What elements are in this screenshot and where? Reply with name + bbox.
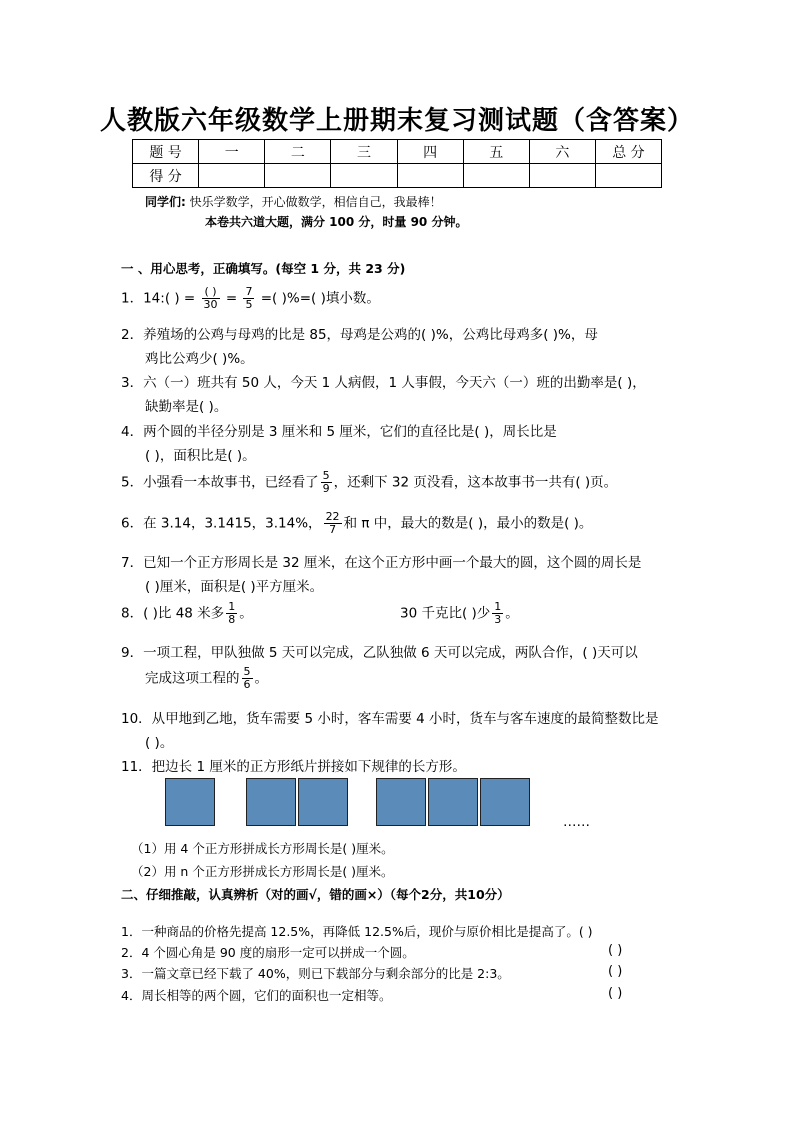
question-7-line-2: ( )厘米，面积是( )平方厘米。 xyxy=(145,579,324,595)
square-1 xyxy=(165,778,215,826)
question-3-line-1: 3．六（一）班共有 50 人，今天 1 人病假，1 人事假，今天六（一）班的出勤率是( )， xyxy=(121,375,646,391)
q8-text-b: 30 千克比( )少 xyxy=(400,605,491,622)
ellipsis: …… xyxy=(563,814,590,830)
score-input-cell[interactable] xyxy=(331,164,397,188)
score-input-cell[interactable] xyxy=(529,164,595,188)
q1-fraction-1 xyxy=(202,286,220,311)
frac-num: ( ) xyxy=(202,286,220,299)
judge-item-3: 3．一篇文章已经下载了 40%，则已下载部分与剩余部分的比是 2:3。 xyxy=(121,966,510,981)
score-table-score-row xyxy=(133,164,662,188)
greeting xyxy=(145,193,442,210)
section-2-heading: 二、仔细推敲，认真辨析（对的画√，错的画×）（每个2分，共10分） xyxy=(121,887,510,902)
frac-den: 8 xyxy=(228,613,236,626)
score-table xyxy=(132,139,662,188)
q9-text-b: 。 xyxy=(254,670,268,687)
score-cell: 一 xyxy=(199,140,265,164)
question-2-line-1: 2．养殖场的公鸡与母鸡的比是 85，母鸡是公鸡的( )%，公鸡比母鸡多( )%，母 xyxy=(121,327,598,343)
page-title: 人教版六年级数学上册期末复习测试题（含答案） xyxy=(99,106,694,136)
score-cell: 三 xyxy=(331,140,397,164)
exam-note: 本卷共六道大题，满分 100 分，时量 90 分钟。 xyxy=(205,215,468,229)
frac-den: 5 xyxy=(245,298,253,311)
score-input-cell[interactable] xyxy=(265,164,331,188)
score-cell: 五 xyxy=(463,140,529,164)
question-11-2: （2）用 n 个正方形拼成长方形周长是( )厘米。 xyxy=(131,864,394,879)
frac-den: 7 xyxy=(329,523,337,536)
answer-parens[interactable]: ( ) xyxy=(608,943,623,958)
score-cell: 总 分 xyxy=(595,140,661,164)
frac-num: 1 xyxy=(228,600,236,613)
question-7-line-1: 7．已知一个正方形周长是 32 厘米，在这个正方形中画一个最大的圆，这个圆的周长是 xyxy=(121,555,642,571)
score-input-cell[interactable] xyxy=(397,164,463,188)
frac-num: 5 xyxy=(243,665,251,678)
question-10-line-2: ( )。 xyxy=(145,735,174,751)
frac-num: 1 xyxy=(494,600,502,613)
q8-fraction-1 xyxy=(226,601,237,626)
q1-eq: = xyxy=(225,290,238,307)
question-8 xyxy=(121,601,253,626)
question-11-1: （1）用 4 个正方形拼成长方形周长是( )厘米。 xyxy=(131,841,394,856)
question-3-line-2: 缺勤率是( )。 xyxy=(145,399,228,415)
question-2-line-2: 鸡比公鸡少( )%。 xyxy=(145,351,254,367)
greeting-label: 同学们: xyxy=(145,195,186,209)
question-9-line-2 xyxy=(145,666,268,691)
answer-parens[interactable]: ( ) xyxy=(608,964,623,979)
score-cell: 题 号 xyxy=(133,140,199,164)
score-input-cell[interactable] xyxy=(463,164,529,188)
q8-text-a: 8．( )比 48 米多 xyxy=(121,605,225,622)
q1-text-b: =( )%=( )填小数。 xyxy=(260,290,380,307)
question-8-part-b xyxy=(400,601,519,626)
square-6 xyxy=(480,778,530,826)
q9-fraction xyxy=(242,666,253,691)
frac-den: 9 xyxy=(322,482,330,495)
greeting-text: 快乐学数学，开心做数学，相信自己，我最棒！ xyxy=(189,195,442,209)
q5-text-b: ，还剩下 32 页没看，这本故事书一共有( )页。 xyxy=(333,474,618,491)
square-5 xyxy=(428,778,478,826)
section-1-heading: 一 、用心思考，正确填写。(每空 1 分，共 23 分) xyxy=(121,261,406,276)
q8-text-a2: 。 xyxy=(239,605,253,622)
frac-den: 3 xyxy=(494,613,502,626)
q6-text-b: 和 π 中，最大的数是( )，最小的数是( )。 xyxy=(343,515,593,532)
q9-text-a: 完成这项工程的 xyxy=(145,670,240,687)
score-table-header-row xyxy=(133,140,662,164)
judge-item-4: 4．周长相等的两个圆，它们的面积也一定相等。 xyxy=(121,988,392,1003)
score-cell: 六 xyxy=(529,140,595,164)
q6-fraction xyxy=(324,511,342,536)
q1-fraction-2 xyxy=(243,286,254,311)
square-3 xyxy=(298,778,348,826)
question-6 xyxy=(121,511,592,536)
frac-den: 30 xyxy=(203,298,218,311)
question-10-line-1: 10．从甲地到乙地，货车需要 5 小时，客车需要 4 小时，货车与客车速度的最简整数比是 xyxy=(121,711,659,727)
q6-text-a: 6．在 3.14，3.1415，3.14%， xyxy=(121,515,322,532)
frac-den: 6 xyxy=(243,678,251,691)
question-4-line-2: ( )，面积比是( )。 xyxy=(145,448,256,464)
question-4-line-1: 4．两个圆的半径分别是 3 厘米和 5 厘米，它们的直径比是( )，周长比是 xyxy=(121,424,557,440)
question-9-line-1: 9．一项工程，甲队独做 5 天可以完成，乙队独做 6 天可以完成，两队合作，( )天可以 xyxy=(121,645,638,661)
square-4 xyxy=(376,778,426,826)
frac-num: 22 xyxy=(325,510,340,523)
question-11: 11．把边长 1 厘米的正方形纸片拼接如下规律的长方形。 xyxy=(121,759,466,775)
q8-fraction-2 xyxy=(492,601,503,626)
q1-text-a: 1．14:( ) = xyxy=(121,290,196,307)
score-cell: 得 分 xyxy=(133,164,199,188)
score-input-cell[interactable] xyxy=(595,164,661,188)
q5-fraction xyxy=(321,470,332,495)
question-5 xyxy=(121,470,617,495)
score-cell: 四 xyxy=(397,140,463,164)
answer-parens[interactable]: ( ) xyxy=(608,986,623,1001)
q5-text-a: 5．小强看一本故事书，已经看了 xyxy=(121,474,319,491)
judge-item-2: 2．4 个圆心角是 90 度的扇形一定可以拼成一个圆。 xyxy=(121,945,415,960)
question-1 xyxy=(121,286,380,311)
frac-num: 5 xyxy=(322,469,330,482)
frac-num: 7 xyxy=(245,285,253,298)
q8-text-b2: 。 xyxy=(505,605,519,622)
judge-item-1: 1．一种商品的价格先提高 12.5%，再降低 12.5%后，现价与原价相比是提高了。( ) xyxy=(121,924,593,939)
score-cell: 二 xyxy=(265,140,331,164)
square-2 xyxy=(246,778,296,826)
score-input-cell[interactable] xyxy=(199,164,265,188)
